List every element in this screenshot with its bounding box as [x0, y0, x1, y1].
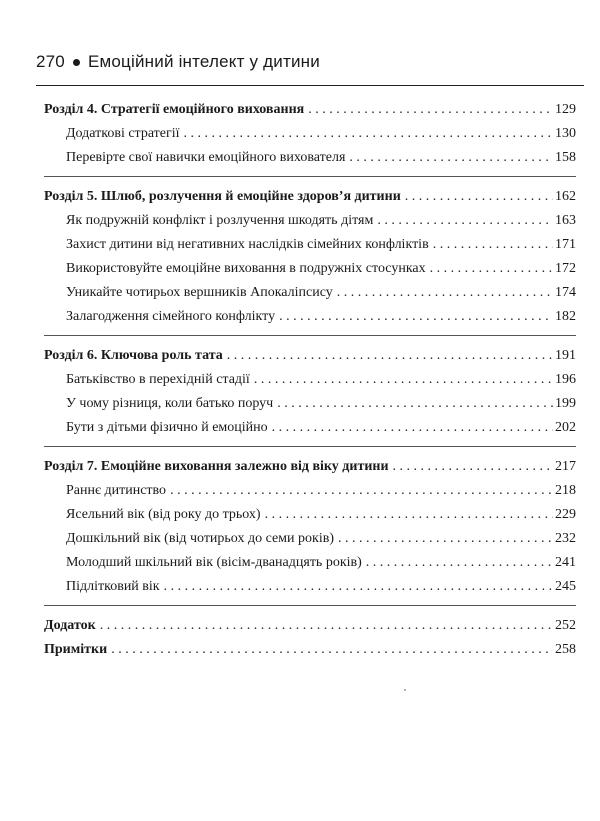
toc-entry [44, 368, 576, 392]
dot-leader [170, 479, 553, 503]
toc-entry-title: Батьківство в перехідній стадії [66, 372, 250, 387]
dot-leader [254, 368, 553, 392]
toc-entry [44, 575, 576, 599]
dot-leader [277, 392, 553, 416]
dot-leader [349, 146, 553, 170]
dot-leader [405, 185, 553, 209]
toc-entry-title: Дошкільний вік (від чотирьох до семи років) [66, 531, 334, 546]
toc-page-number: 129 [555, 102, 576, 117]
toc-page-number: 232 [555, 531, 576, 546]
toc-page-number: 191 [555, 348, 576, 363]
toc-page-number: 241 [555, 555, 576, 570]
dot-leader [377, 209, 553, 233]
toc-entry [44, 416, 576, 440]
header-rule [36, 85, 584, 86]
toc-entry [44, 503, 576, 527]
toc-entry-title: Захист дитини від негативних наслідків сімейних конфліктів [66, 237, 429, 252]
dot-leader [272, 416, 553, 440]
toc-entry [44, 527, 576, 551]
toc-page-number: 252 [555, 618, 576, 633]
toc-chapter-6 [44, 344, 576, 368]
dot-leader [338, 527, 553, 551]
toc-entry [44, 257, 576, 281]
toc-entry-title: Бути з дітьми фізично й емоційно [66, 420, 268, 435]
section-divider [44, 605, 576, 606]
toc-chapter-title: Розділ 4. Стратегії емоційного виховання [44, 102, 305, 117]
toc-page-number: 217 [555, 459, 576, 474]
section-divider [44, 446, 576, 447]
book-title: Емоційний інтелект у дитини [87, 52, 320, 71]
toc-entry-title: Додаткові стратегії [66, 126, 180, 141]
toc-chapter-title: Розділ 6. Ключова роль тата [44, 348, 223, 363]
toc-page-number: 162 [555, 189, 576, 204]
dot-leader [279, 305, 553, 329]
toc-entry [44, 233, 576, 257]
toc-page-number: 196 [555, 372, 576, 387]
page-number: 270 [36, 52, 65, 71]
toc-entry-title: Підлітковий вік [66, 579, 160, 594]
toc-page-number: 245 [555, 579, 576, 594]
dot-leader [184, 122, 553, 146]
running-head [36, 52, 320, 72]
dot-leader [111, 638, 553, 662]
toc-page-number: 171 [555, 237, 576, 252]
toc-page-number: 182 [555, 309, 576, 324]
scan-speck [404, 689, 406, 691]
toc-entry-title: Раннє дитинство [66, 483, 167, 498]
toc-entry [44, 392, 576, 416]
toc-entry [44, 122, 576, 146]
dot-leader [366, 551, 553, 575]
toc-appendix [44, 614, 576, 638]
dot-leader [308, 98, 553, 122]
toc-entry [44, 551, 576, 575]
toc-chapter-title: Додаток [44, 618, 96, 633]
toc-entry [44, 479, 576, 503]
dot-leader [430, 257, 553, 281]
dot-leader [227, 344, 553, 368]
toc-page-number: 202 [555, 420, 576, 435]
toc-entry-title: Перевірте свої навички емоційного вихователя [66, 150, 346, 165]
toc-page-number: 158 [555, 150, 576, 165]
toc-entry-title: Використовуйте емоційне виховання в подружніх стосунках [66, 261, 426, 276]
toc-entry-title: У чому різниця, коли батько поруч [66, 396, 274, 411]
toc-chapter-4 [44, 98, 576, 122]
dot-leader [265, 503, 553, 527]
toc-entry [44, 281, 576, 305]
section-divider [44, 335, 576, 336]
dot-leader [433, 233, 553, 257]
bullet-icon [73, 59, 80, 66]
toc-chapter-title: Примітки [44, 642, 108, 657]
toc-page-number: 229 [555, 507, 576, 522]
toc-chapter-title: Розділ 5. Шлюб, розлучення й емоційне здоров’я дитини [44, 189, 401, 204]
toc-chapter-7 [44, 455, 576, 479]
toc-entry-title: Уникайте чотирьох вершників Апокаліпсису [66, 285, 333, 300]
toc-page-number: 174 [555, 285, 576, 300]
toc-entry [44, 209, 576, 233]
toc-entry-title: Ясельний вік (від року до трьох) [66, 507, 261, 522]
toc-page-number: 163 [555, 213, 576, 228]
toc-entry-title: Як подружній конфлікт і розлучення шкодять дітям [66, 213, 374, 228]
dot-leader [337, 281, 553, 305]
toc-page-number: 218 [555, 483, 576, 498]
toc-chapter-5 [44, 185, 576, 209]
dot-leader [164, 575, 553, 599]
toc-page-number: 199 [555, 396, 576, 411]
toc-entry [44, 146, 576, 170]
toc-notes [44, 638, 576, 662]
toc-page-number: 172 [555, 261, 576, 276]
toc-chapter-title: Розділ 7. Емоційне виховання залежно від віку дитини [44, 459, 389, 474]
section-divider [44, 176, 576, 177]
dot-leader [393, 455, 553, 479]
toc-page-number: 130 [555, 126, 576, 141]
table-of-contents [44, 98, 576, 662]
toc-entry-title: Молодший шкільний вік (вісім-дванадцять років) [66, 555, 362, 570]
toc-page-number: 258 [555, 642, 576, 657]
toc-entry-title: Залагодження сімейного конфлікту [66, 309, 276, 324]
toc-entry [44, 305, 576, 329]
dot-leader [100, 614, 553, 638]
